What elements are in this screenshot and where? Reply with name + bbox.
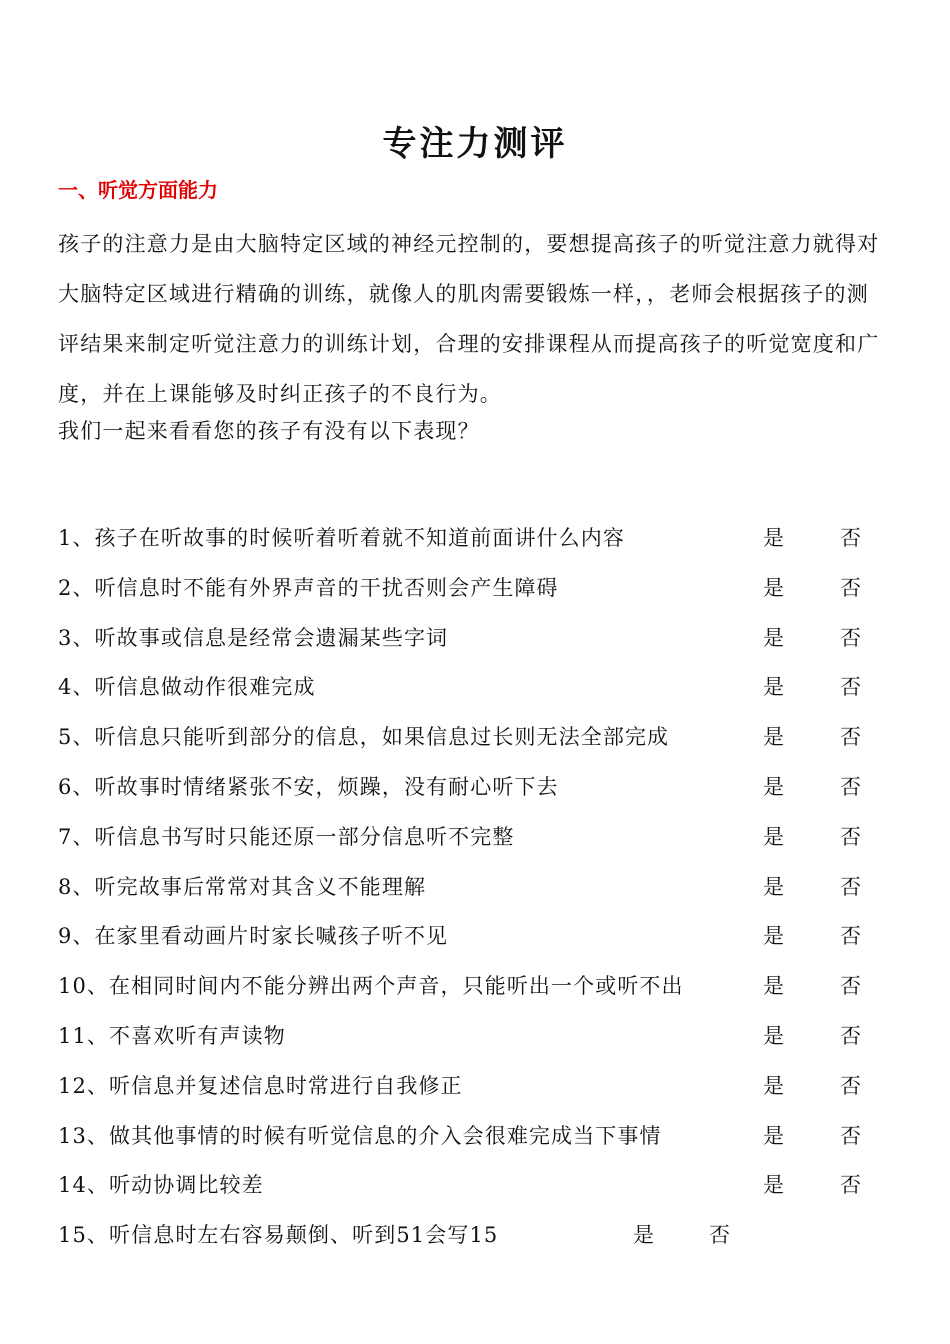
yes-option[interactable]: 是 xyxy=(763,625,784,650)
no-option[interactable]: 否 xyxy=(840,625,861,650)
question-text: 12、听信息并复述信息时常进行自我修正 xyxy=(58,1073,463,1098)
yes-option[interactable]: 是 xyxy=(763,924,784,949)
no-option[interactable]: 否 xyxy=(840,575,861,600)
question-row xyxy=(58,1010,892,1060)
page-title: 专注力测评 xyxy=(382,124,568,164)
intro-line: 评结果来制定听觉注意力的训练计划，合理的安排课程从而提高孩子的听觉宽度和广 xyxy=(58,332,880,356)
no-option[interactable]: 否 xyxy=(840,725,861,750)
question-text: 1、孩子在听故事的时候听着听着就不知道前面讲什么内容 xyxy=(58,526,625,550)
yes-option[interactable]: 是 xyxy=(763,774,784,799)
question-list xyxy=(58,512,892,1259)
question-row xyxy=(58,1159,892,1209)
yes-option[interactable]: 是 xyxy=(633,1223,654,1248)
intro-line: 度，并在上课能够及时纠正孩子的不良行为。 xyxy=(58,382,502,406)
question-text: 10、在相同时间内不能分辨出两个声音，只能听出一个或听不出 xyxy=(58,974,684,999)
yes-option[interactable]: 是 xyxy=(763,1123,784,1148)
question-text: 7、听信息书写时只能还原一部分信息听不完整 xyxy=(58,824,515,849)
question-text: 5、听信息只能听到部分的信息，如果信息过长则无法全部完成 xyxy=(58,725,670,750)
question-row xyxy=(58,562,892,612)
question-text: 9、在家里看动画片时家长喊孩子听不见 xyxy=(58,924,449,949)
no-option[interactable]: 否 xyxy=(840,924,861,949)
question-row xyxy=(58,861,892,911)
no-option[interactable]: 否 xyxy=(840,874,861,899)
yes-option[interactable]: 是 xyxy=(763,1023,784,1048)
yes-option[interactable]: 是 xyxy=(763,874,784,899)
yes-option[interactable]: 是 xyxy=(763,575,784,600)
intro-paragraph xyxy=(58,219,892,419)
yes-option[interactable]: 是 xyxy=(763,526,784,550)
question-text: 2、听信息时不能有外界声音的干扰否则会产生障碍 xyxy=(58,575,559,600)
yes-option[interactable]: 是 xyxy=(763,824,784,849)
no-option[interactable]: 否 xyxy=(840,1023,861,1048)
question-row xyxy=(58,960,892,1010)
question-text: 4、听信息做动作很难完成 xyxy=(58,675,316,700)
question-row xyxy=(58,711,892,761)
yes-option[interactable]: 是 xyxy=(763,1073,784,1098)
question-row xyxy=(58,1060,892,1110)
yes-option[interactable]: 是 xyxy=(763,725,784,750)
question-text: 8、听完故事后常常对其含义不能理解 xyxy=(58,874,427,899)
no-option[interactable]: 否 xyxy=(840,1173,861,1198)
question-text: 6、听故事时情绪紧张不安，烦躁，没有耐心听下去 xyxy=(58,774,559,799)
question-row xyxy=(58,910,892,960)
question-text: 14、听动协调比较差 xyxy=(58,1173,264,1198)
no-option[interactable]: 否 xyxy=(840,1123,861,1148)
no-option[interactable]: 否 xyxy=(840,1073,861,1098)
yes-option[interactable]: 是 xyxy=(763,1173,784,1198)
no-option[interactable]: 否 xyxy=(840,526,861,550)
no-option[interactable]: 否 xyxy=(840,974,861,999)
no-option[interactable]: 否 xyxy=(840,675,861,700)
question-text: 3、听故事或信息是经常会遗漏某些字词 xyxy=(58,625,449,650)
no-option[interactable]: 否 xyxy=(709,1223,730,1248)
no-option[interactable]: 否 xyxy=(840,774,861,799)
question-row xyxy=(58,661,892,711)
yes-option[interactable]: 是 xyxy=(763,675,784,700)
question-row xyxy=(58,512,892,562)
yes-option[interactable]: 是 xyxy=(763,974,784,999)
no-option[interactable]: 否 xyxy=(840,824,861,849)
question-row xyxy=(58,811,892,861)
question-prompt: 我们一起来看看您的孩子有没有以下表现？ xyxy=(58,419,480,443)
question-text: 11、不喜欢听有声读物 xyxy=(58,1023,286,1048)
question-text: 13、做其他事情的时候有听觉信息的介入会很难完成当下事情 xyxy=(58,1123,662,1148)
question-text: 15、听信息时左右容易颠倒、听到51会写15 xyxy=(58,1223,499,1248)
question-row xyxy=(58,612,892,662)
section-heading: 一、听觉方面能力 xyxy=(58,178,218,202)
question-row xyxy=(58,761,892,811)
question-row xyxy=(58,1110,892,1160)
question-row xyxy=(58,1209,892,1259)
intro-line: 大脑特定区域进行精确的训练，就像人的肌肉需要锻炼一样，，老师会根据孩子的测 xyxy=(58,282,869,306)
intro-line: 孩子的注意力是由大脑特定区域的神经元控制的，要想提高孩子的听觉注意力就得对 xyxy=(58,232,880,256)
